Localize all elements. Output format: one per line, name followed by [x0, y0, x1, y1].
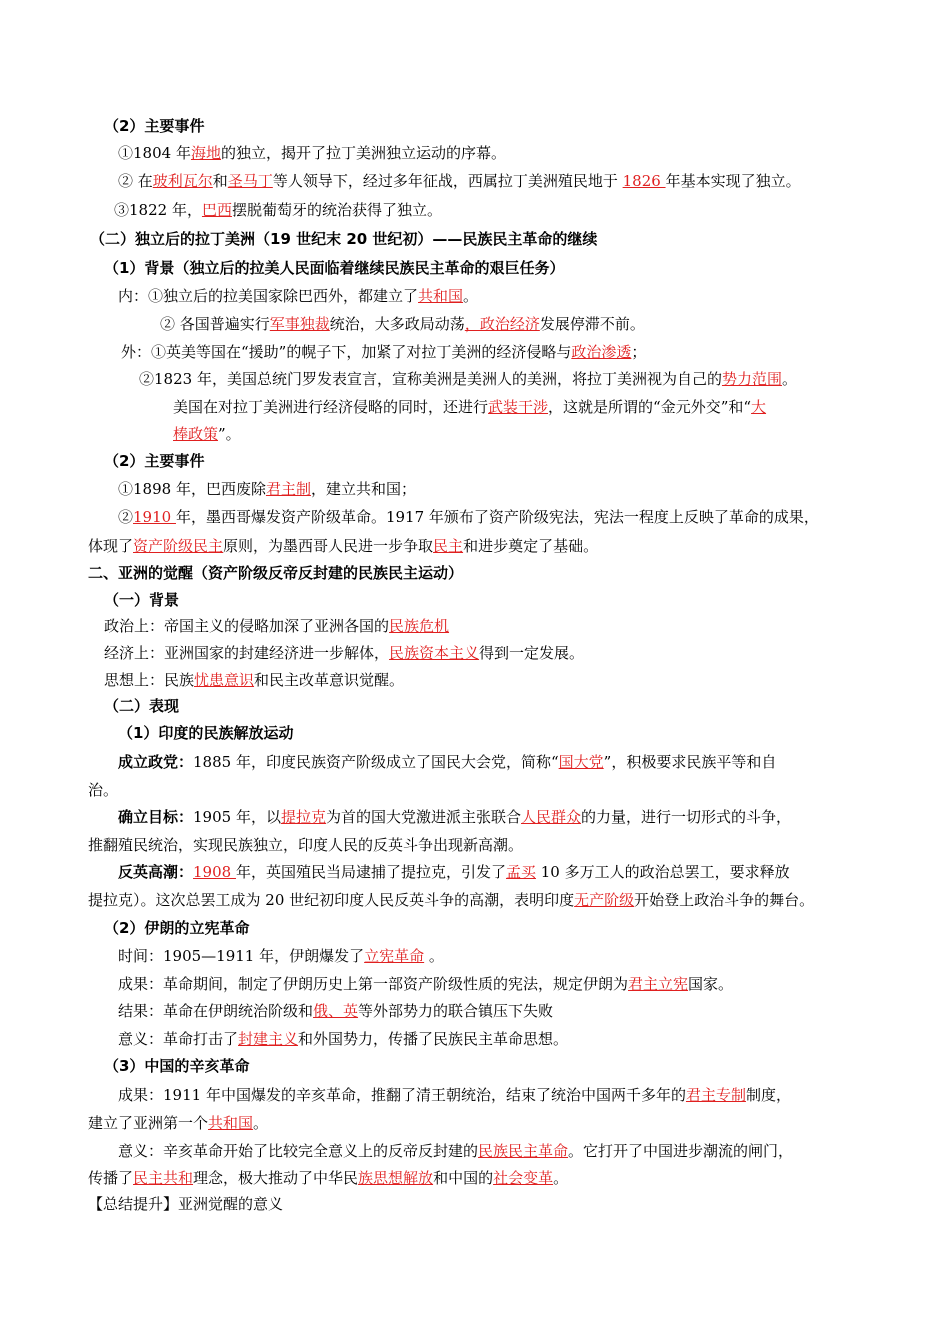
highlighted-term: 孟买	[505, 863, 536, 881]
bold-text: 成立政党：	[118, 753, 194, 771]
text-segment: 和	[212, 172, 228, 190]
highlighted-term: 大	[751, 398, 767, 416]
text-segment: 统治，大多政局动荡	[329, 315, 465, 333]
line-15	[118, 507, 819, 527]
line-22	[104, 696, 179, 716]
text-segment: 传播了	[88, 1169, 134, 1187]
bold-text: 确立目标：	[118, 808, 194, 826]
text-segment: 开始登上政治斗争的舞台。	[634, 891, 815, 909]
text-segment: 美国在对拉丁美洲进行经济侵略的同时，还进行	[173, 398, 489, 416]
highlighted-term: 民族民主革命	[478, 1142, 569, 1160]
highlighted-term: 民族危机	[389, 617, 450, 635]
text-segment: 国家。	[688, 975, 734, 993]
bold-text: （1）背景（独立后的拉美人民面临着继续民族民主革命的艰巨任务）	[104, 259, 565, 277]
text-segment: ①1898 年，巴西废除	[118, 480, 266, 498]
line-09	[121, 342, 646, 362]
text-segment: 。	[781, 370, 797, 388]
line-37	[88, 1113, 268, 1133]
text-segment: 年，墨西哥爆发资产阶级革命。1917 年颁布了资产阶级宪法，宪法一程度上反映了革命的成果，	[175, 508, 819, 526]
highlighted-term: 海地	[190, 144, 221, 162]
text-segment: 成果：1911 年中国爆发的辛亥革命，推翻了清王朝统治，结束了统治中国两千多年的	[118, 1086, 686, 1104]
highlighted-term: 巴西	[201, 201, 232, 219]
text-segment: 提拉克）。这次总罢工成为 20 世纪初印度人民反英斗争的高潮，表明印度	[88, 891, 575, 909]
bold-text: （3）中国的辛亥革命	[104, 1057, 250, 1075]
bold-text: （二）独立后的拉丁美洲（19 世纪末 20 世纪初）——民族民主革命的继续	[90, 230, 598, 248]
text-segment: 。	[463, 287, 479, 305]
text-segment: ② 在	[118, 172, 153, 190]
text-segment: 和中国的	[433, 1169, 494, 1187]
text-segment: 的力量，进行一切形式的斗争，	[581, 808, 792, 826]
line-24	[118, 752, 776, 772]
bold-text: （二）表现	[104, 697, 180, 715]
highlighted-term: 政治渗透	[571, 343, 632, 361]
highlighted-term: 1826	[622, 172, 666, 190]
text-segment: 时间：1905—1911 年，伊朗爆发了	[118, 947, 365, 965]
line-36	[118, 1085, 791, 1105]
text-segment: 成果：革命期间，制定了伊朗历史上第一部资产阶级性质的宪法，规定伊朗为	[118, 975, 629, 993]
line-10	[139, 369, 797, 389]
text-segment: 发展停滞不前。	[539, 315, 645, 333]
text-segment: 。	[424, 947, 444, 965]
line-17	[88, 563, 463, 583]
text-segment: 政治上：帝国主义的侵略加深了亚洲各国的	[104, 617, 390, 635]
highlighted-term: 玻利瓦尔	[152, 172, 213, 190]
highlighted-term: 君主立宪	[628, 975, 689, 993]
text-segment: 。它打开了中国进步潮流的闸门，	[568, 1142, 794, 1160]
line-02	[118, 143, 506, 163]
text-segment: 推翻殖民统治，实现民族独立，印度人民的反英斗争出现新高潮。	[88, 836, 524, 854]
line-19	[104, 616, 449, 636]
highlighted-term: 君主专制	[685, 1086, 746, 1104]
highlighted-term: 资产阶级民主	[133, 537, 224, 555]
highlighted-term: 军事独裁	[269, 315, 330, 333]
highlighted-term: 君主制	[265, 480, 311, 498]
line-34	[118, 1029, 568, 1049]
text-segment: ”，积极要求民族平等和自	[603, 753, 777, 771]
highlighted-term: 棒政策	[173, 425, 219, 443]
text-segment: 理念，极大推动了中华民	[193, 1169, 359, 1187]
text-segment: 年，英国殖民当局逮捕了提拉克，引发了	[235, 863, 506, 881]
highlighted-term: 势力范围	[721, 370, 782, 388]
highlighted-term: 国大党	[558, 753, 604, 771]
text-segment: ②	[118, 508, 134, 526]
highlighted-term: 族思想解放	[358, 1169, 434, 1187]
line-18	[104, 590, 179, 610]
highlighted-term: 民族资本主义	[389, 644, 480, 662]
highlighted-term: 人民群众	[521, 808, 582, 826]
highlighted-term: 无产阶级	[574, 891, 635, 909]
text-segment: 思想上：民族	[104, 671, 195, 689]
text-segment: 和民主改革意识觉醒。	[254, 671, 405, 689]
highlighted-term: 民主	[433, 537, 464, 555]
line-28	[118, 862, 790, 882]
line-32	[118, 974, 733, 994]
line-38	[118, 1141, 793, 1161]
line-13	[104, 451, 204, 471]
highlighted-term: 忧患意识	[194, 671, 255, 689]
line-30	[104, 918, 249, 938]
text-segment: 年基本实现了独立。	[665, 172, 801, 190]
text-segment: 。	[253, 1114, 269, 1132]
line-27	[88, 835, 523, 855]
text-segment: 意义：辛亥革命开始了比较完全意义上的反帝反封建的	[118, 1142, 479, 1160]
text-segment: 内：①独立后的拉美国家除巴西外，都建立了	[118, 287, 419, 305]
line-11	[173, 397, 766, 417]
line-21	[104, 670, 404, 690]
highlighted-term: 1910	[133, 508, 176, 526]
line-03	[118, 171, 801, 191]
text-segment: 制度，	[745, 1086, 791, 1104]
line-35	[104, 1056, 249, 1076]
text-segment: 【总结提升】亚洲觉醒的意义	[88, 1195, 284, 1213]
line-25	[88, 780, 118, 800]
text-segment: ①1804 年	[118, 144, 191, 162]
text-segment: 为首的国大党激进派主张联合	[325, 808, 521, 826]
highlighted-term: 圣马丁	[227, 172, 273, 190]
line-07	[118, 286, 478, 306]
bold-text: （2）伊朗的立宪革命	[104, 919, 250, 937]
bold-text: 二、亚洲的觉醒（资产阶级反帝反封建的民族民主运动）	[88, 564, 464, 582]
highlighted-term: 立宪革命	[364, 947, 425, 965]
line-33	[118, 1001, 553, 1021]
highlighted-term: 共和国	[418, 287, 464, 305]
highlighted-term: 社会变革	[493, 1169, 554, 1187]
bold-text: （一）背景	[104, 591, 180, 609]
line-05	[90, 229, 597, 249]
line-29	[88, 890, 814, 910]
text-segment: 结果：革命在伊朗统治阶级和	[118, 1002, 314, 1020]
line-08	[160, 314, 645, 334]
highlighted-term: 封建主义	[238, 1030, 299, 1048]
line-04	[114, 200, 442, 220]
bold-text: （2）主要事件	[104, 117, 205, 135]
line-20	[104, 643, 584, 663]
text-segment: ② 各国普遍实行	[160, 315, 270, 333]
text-segment: 等外部势力的联合镇压下失败	[358, 1002, 554, 1020]
text-segment: 原则，为墨西哥人民进一步争取	[223, 537, 434, 555]
text-segment: ②1823 年，美国总统门罗发表宣言，宣称美洲是美洲人的美洲，将拉丁美洲视为自己的	[139, 370, 722, 388]
text-segment: ”。	[218, 425, 241, 443]
text-segment: 建立了亚洲第一个	[88, 1114, 209, 1132]
text-segment: 外：①英美等国在“援助”的幌子下，加紧了对拉丁美洲的经济侵略与	[121, 343, 572, 361]
line-14	[118, 479, 416, 499]
line-40	[88, 1194, 283, 1214]
line-06	[104, 258, 564, 278]
text-segment: ；	[631, 343, 647, 361]
text-segment: 治。	[88, 781, 119, 799]
line-31	[118, 946, 444, 966]
text-segment: ，建立共和国；	[310, 480, 416, 498]
text-segment: 10 多万工人的政治总罢工，要求释放	[536, 863, 790, 881]
text-segment: 体现了	[88, 537, 134, 555]
bold-text: （1）印度的民族解放运动	[118, 724, 294, 742]
line-12	[173, 424, 241, 444]
line-23	[118, 723, 293, 743]
text-segment: ，这就是所谓的“金元外交”和“	[548, 398, 752, 416]
line-01	[104, 116, 204, 136]
text-segment: 得到一定发展。	[479, 644, 585, 662]
text-segment: 和进步奠定了基础。	[463, 537, 599, 555]
highlighted-term: 共和国	[208, 1114, 254, 1132]
text-segment: 。	[553, 1169, 569, 1187]
highlighted-term: 俄、英	[313, 1002, 359, 1020]
highlighted-term: 武装干涉	[488, 398, 549, 416]
text-segment: ③1822 年，	[114, 201, 202, 219]
text-segment: 的独立，揭开了拉丁美洲独立运动的序幕。	[220, 144, 506, 162]
bold-text: 反英高潮：	[118, 863, 194, 881]
highlighted-term: 1908	[193, 863, 236, 881]
text-segment: 1905 年，以	[193, 808, 281, 826]
bold-text: （2）主要事件	[104, 452, 205, 470]
text-segment: 经济上：亚洲国家的封建经济进一步解体，	[104, 644, 390, 662]
line-26	[118, 807, 791, 827]
line-16	[88, 536, 598, 556]
text-segment: 1885 年，印度民族资产阶级成立了国民大会党，简称“	[193, 753, 559, 771]
text-segment: 摆脱葡萄牙的统治获得了独立。	[231, 201, 442, 219]
text-segment: 等人领导下，经过多年征战，西属拉丁美洲殖民地于	[272, 172, 623, 190]
highlighted-term: ，政治经济	[464, 315, 540, 333]
highlighted-term: 民主共和	[133, 1169, 194, 1187]
text-segment: 和外国势力，传播了民族民主革命思想。	[298, 1030, 569, 1048]
highlighted-term: 提拉克	[280, 808, 326, 826]
text-segment: 意义：革命打击了	[118, 1030, 239, 1048]
line-39	[88, 1168, 568, 1188]
